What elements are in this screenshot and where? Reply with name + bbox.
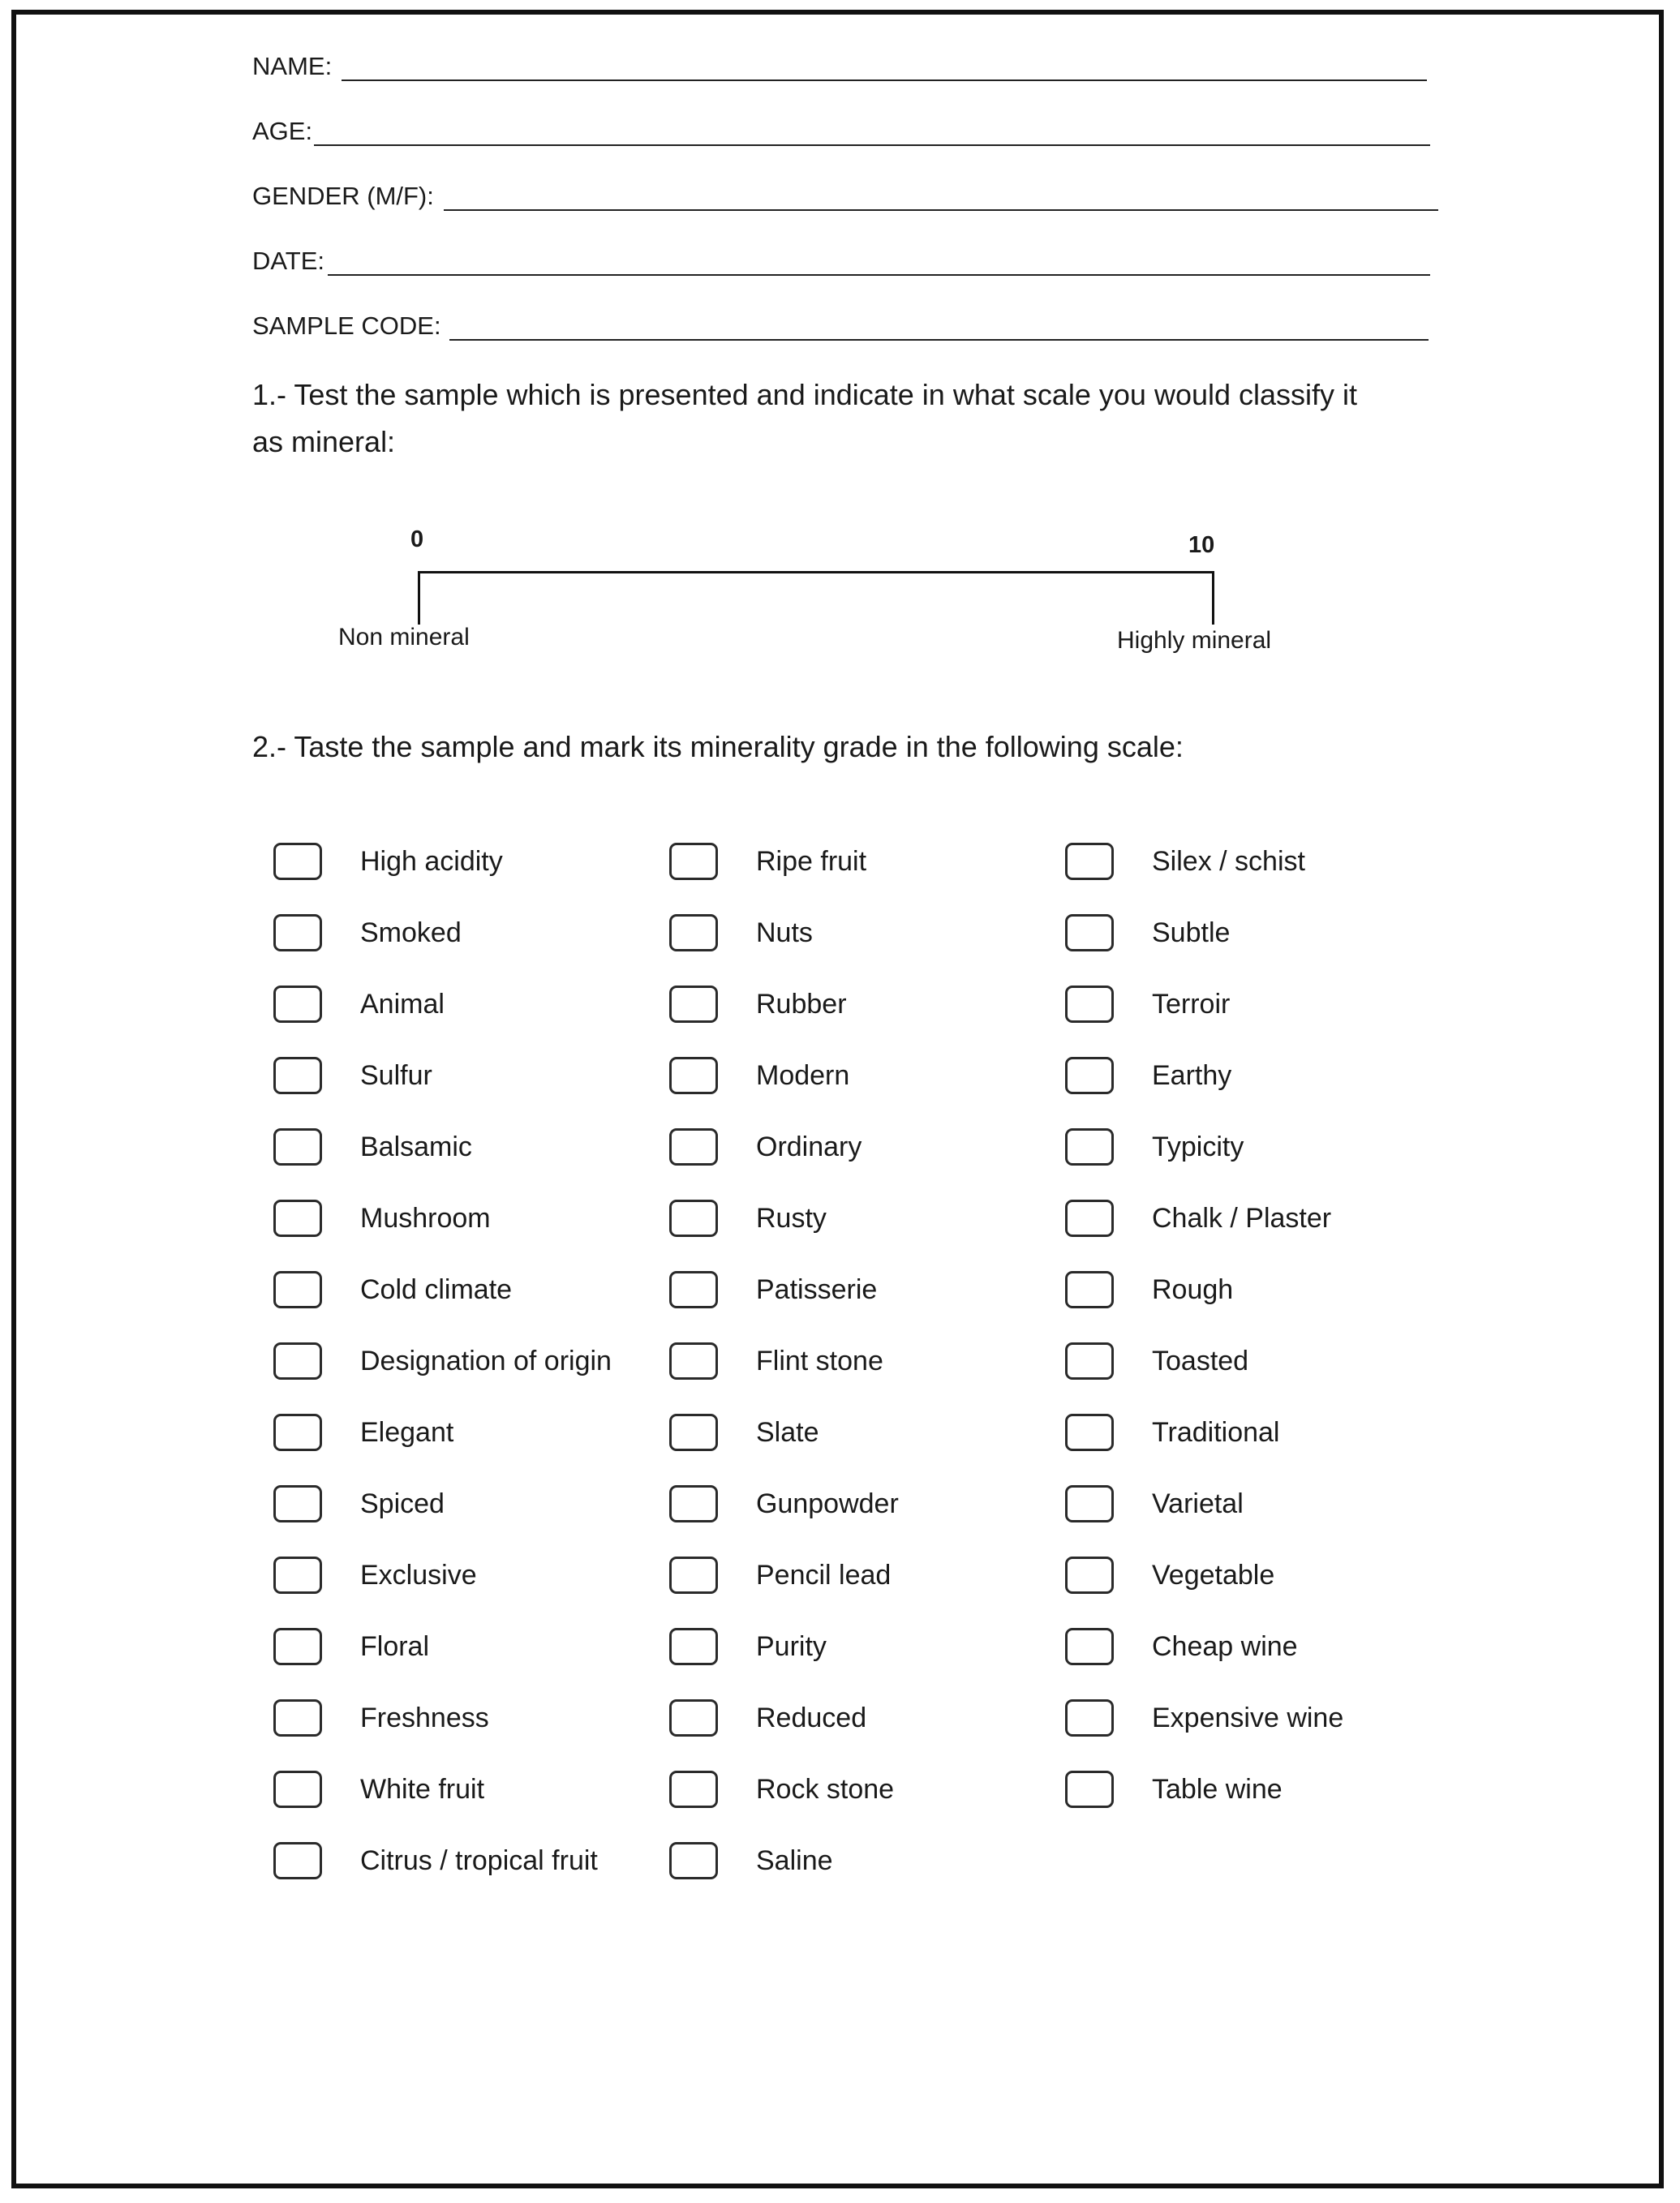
checkbox[interactable] xyxy=(273,1628,322,1665)
checklist-item[interactable] xyxy=(1065,1325,1454,1397)
checkbox[interactable] xyxy=(1065,1057,1114,1094)
question-2-text: 2.- Taste the sample and mark its minerality grade in the following scale: xyxy=(252,730,1184,763)
name-field-label: NAME: xyxy=(252,52,333,80)
checklist-item[interactable] xyxy=(669,1754,1059,1825)
checkbox[interactable] xyxy=(273,1342,322,1380)
checklist-item[interactable] xyxy=(669,1540,1059,1611)
checklist-item[interactable] xyxy=(669,1611,1059,1682)
checklist-item[interactable] xyxy=(273,1468,663,1540)
checklist-item-label: Cold climate xyxy=(360,1273,513,1305)
checklist-item-label: Elegant xyxy=(360,1416,454,1448)
checkbox[interactable] xyxy=(669,843,718,880)
question-2 xyxy=(252,724,1453,771)
checkbox[interactable] xyxy=(669,1842,718,1879)
checklist-item[interactable] xyxy=(1065,1754,1454,1825)
checklist-item-label: Sulfur xyxy=(360,1059,432,1091)
checklist-item[interactable] xyxy=(669,826,1059,897)
checkbox[interactable] xyxy=(669,1771,718,1808)
checklist-item[interactable] xyxy=(669,1397,1059,1468)
checklist-item-label: Floral xyxy=(360,1630,430,1662)
name-field[interactable] xyxy=(252,44,1429,89)
checklist-item[interactable] xyxy=(669,1325,1059,1397)
checklist-item-label: Exclusive xyxy=(360,1559,477,1591)
checklist-item-label: Balsamic xyxy=(360,1131,472,1162)
question-1-line-2: as mineral: xyxy=(252,425,396,458)
checklist-item-label: Rubber xyxy=(756,988,847,1020)
checkbox[interactable] xyxy=(273,1485,322,1522)
age-field-blank[interactable] xyxy=(314,144,1430,146)
checklist-item-label: Varietal xyxy=(1152,1488,1244,1519)
checklist-item-label: Silex / schist xyxy=(1152,845,1305,877)
checkbox[interactable] xyxy=(1065,1342,1114,1380)
checklist-item[interactable] xyxy=(1065,897,1454,968)
sample-code-field-label: SAMPLE CODE: xyxy=(252,311,441,340)
checklist-item-label: Citrus / tropical fruit xyxy=(360,1844,598,1876)
checklist-item-label: Earthy xyxy=(1152,1059,1232,1091)
checklist-item-label: Freshness xyxy=(360,1702,489,1733)
checklist-item[interactable] xyxy=(669,1682,1059,1754)
checklist-item-label: Rusty xyxy=(756,1202,827,1234)
checklist-item-label: Vegetable xyxy=(1152,1559,1275,1591)
checkbox[interactable] xyxy=(1065,1485,1114,1522)
checklist-item-label: Saline xyxy=(756,1844,833,1876)
checkbox[interactable] xyxy=(1065,843,1114,880)
checklist-item[interactable] xyxy=(1065,1540,1454,1611)
name-field-blank[interactable] xyxy=(342,79,1427,81)
checklist-item[interactable] xyxy=(669,1111,1059,1183)
checkbox[interactable] xyxy=(273,1771,322,1808)
age-field-label: AGE: xyxy=(252,117,313,145)
checkbox[interactable] xyxy=(669,1628,718,1665)
checklist-item[interactable] xyxy=(273,1825,663,1896)
checklist-item[interactable] xyxy=(273,826,663,897)
checklist-item-label: Rough xyxy=(1152,1273,1234,1305)
checklist-item-label: Modern xyxy=(756,1059,850,1091)
checklist-item-label: Pencil lead xyxy=(756,1559,892,1591)
date-field[interactable] xyxy=(252,238,1432,284)
checklist-item[interactable] xyxy=(1065,968,1454,1040)
checkbox[interactable] xyxy=(1065,1271,1114,1308)
checkbox[interactable] xyxy=(273,1057,322,1094)
checkbox[interactable] xyxy=(669,1485,718,1522)
checkbox[interactable] xyxy=(669,1557,718,1594)
checklist-item[interactable] xyxy=(273,968,663,1040)
checkbox[interactable] xyxy=(669,1414,718,1451)
checklist-item[interactable] xyxy=(1065,1468,1454,1540)
checklist-item-label: White fruit xyxy=(360,1773,485,1805)
checkbox[interactable] xyxy=(273,1414,322,1451)
checklist-item-label: Ripe fruit xyxy=(756,845,867,877)
checkbox[interactable] xyxy=(1065,1628,1114,1665)
checkbox[interactable] xyxy=(669,1271,718,1308)
gender-field[interactable] xyxy=(252,174,1440,219)
checkbox[interactable] xyxy=(669,1699,718,1737)
checkbox[interactable] xyxy=(669,1057,718,1094)
checklist-item-label: Rock stone xyxy=(756,1773,895,1805)
checklist-item[interactable] xyxy=(669,1183,1059,1254)
checklist-item[interactable] xyxy=(273,1254,663,1325)
checklist-item[interactable] xyxy=(669,968,1059,1040)
checklist-item-label: Expensive wine xyxy=(1152,1702,1344,1733)
checklist-item-label: Cheap wine xyxy=(1152,1630,1298,1662)
checkbox[interactable] xyxy=(273,1200,322,1237)
checklist-item[interactable] xyxy=(669,1825,1059,1896)
checkbox[interactable] xyxy=(1065,986,1114,1023)
checklist-item[interactable] xyxy=(273,1682,663,1754)
checkbox[interactable] xyxy=(273,1271,322,1308)
checkbox[interactable] xyxy=(273,1699,322,1737)
checklist-item[interactable] xyxy=(669,1254,1059,1325)
checklist-item-label: Designation of origin xyxy=(360,1345,612,1376)
descriptor-checklist xyxy=(273,826,1458,1880)
checklist-item[interactable] xyxy=(273,1540,663,1611)
checkbox[interactable] xyxy=(1065,1414,1114,1451)
minerality-scale[interactable] xyxy=(308,519,1347,665)
checklist-item[interactable] xyxy=(1065,1682,1454,1754)
checklist-item-label: Slate xyxy=(756,1416,819,1448)
checkbox[interactable] xyxy=(1065,1200,1114,1237)
checklist-item-label: Chalk / Plaster xyxy=(1152,1202,1332,1234)
checkbox[interactable] xyxy=(273,914,322,951)
checklist-item[interactable] xyxy=(669,1468,1059,1540)
checkbox[interactable] xyxy=(273,1557,322,1594)
checklist-column-3 xyxy=(1065,826,1454,1825)
checkbox[interactable] xyxy=(1065,914,1114,951)
age-field[interactable] xyxy=(252,109,1432,154)
scale-line[interactable] xyxy=(418,571,1214,625)
checklist-item[interactable] xyxy=(273,1183,663,1254)
scale-min-value: 0 xyxy=(410,526,424,552)
checklist-column-1 xyxy=(273,826,663,1896)
checklist-item-label: Reduced xyxy=(756,1702,867,1733)
checklist-item[interactable] xyxy=(669,1040,1059,1111)
checklist-item-label: Smoked xyxy=(360,917,462,948)
checklist-item-label: High acidity xyxy=(360,845,503,877)
checklist-item[interactable] xyxy=(669,897,1059,968)
sample-code-field[interactable] xyxy=(252,303,1430,349)
checkbox[interactable] xyxy=(273,1842,322,1879)
checkbox[interactable] xyxy=(1065,1128,1114,1166)
checklist-item-label: Terroir xyxy=(1152,988,1231,1020)
checkbox[interactable] xyxy=(1065,1771,1114,1808)
checkbox[interactable] xyxy=(669,1128,718,1166)
checklist-item[interactable] xyxy=(273,1754,663,1825)
checklist-item[interactable] xyxy=(273,1325,663,1397)
checklist-item-label: Purity xyxy=(756,1630,827,1662)
checklist-item[interactable] xyxy=(273,1040,663,1111)
scale-min-label: Non mineral xyxy=(338,624,470,651)
scale-max-label: Highly mineral xyxy=(1117,627,1272,654)
checkbox[interactable] xyxy=(273,1128,322,1166)
checklist-item-label: Spiced xyxy=(360,1488,445,1519)
checklist-item-label: Subtle xyxy=(1152,917,1231,948)
checklist-item-label: Nuts xyxy=(756,917,813,948)
checklist-item[interactable] xyxy=(1065,1611,1454,1682)
checklist-item-label: Ordinary xyxy=(756,1131,862,1162)
checklist-item[interactable] xyxy=(1065,826,1454,897)
sample-code-field-blank[interactable] xyxy=(449,339,1429,341)
question-1 xyxy=(252,371,1453,466)
checklist-item-label: Toasted xyxy=(1152,1345,1249,1376)
checklist-item[interactable] xyxy=(1065,1397,1454,1468)
checkbox[interactable] xyxy=(273,986,322,1023)
scale-max-value: 10 xyxy=(1188,532,1215,558)
question-1-line-1: 1.- Test the sample which is presented and indicate in what scale you would classify it xyxy=(252,378,1358,411)
checkbox[interactable] xyxy=(669,1342,718,1380)
date-field-label: DATE: xyxy=(252,247,324,275)
checkbox[interactable] xyxy=(669,986,718,1023)
checkbox[interactable] xyxy=(1065,1699,1114,1737)
checklist-item-label: Gunpowder xyxy=(756,1488,899,1519)
checkbox[interactable] xyxy=(1065,1557,1114,1594)
gender-field-blank[interactable] xyxy=(444,209,1438,211)
checklist-item-label: Typicity xyxy=(1152,1131,1244,1162)
checkbox[interactable] xyxy=(273,843,322,880)
checklist-item[interactable] xyxy=(273,897,663,968)
checklist-item[interactable] xyxy=(1065,1111,1454,1183)
checklist-item[interactable] xyxy=(1065,1183,1454,1254)
checklist-item[interactable] xyxy=(1065,1040,1454,1111)
checkbox[interactable] xyxy=(669,1200,718,1237)
checklist-item[interactable] xyxy=(273,1397,663,1468)
checklist-item[interactable] xyxy=(273,1611,663,1682)
checklist-column-2 xyxy=(669,826,1059,1896)
checklist-item-label: Table wine xyxy=(1152,1773,1283,1805)
checklist-item-label: Animal xyxy=(360,988,445,1020)
date-field-blank[interactable] xyxy=(328,274,1430,276)
checklist-item-label: Flint stone xyxy=(756,1345,883,1376)
checklist-item[interactable] xyxy=(1065,1254,1454,1325)
gender-field-label: GENDER (M/F): xyxy=(252,182,434,210)
checklist-item-label: Patisserie xyxy=(756,1273,878,1305)
checklist-item[interactable] xyxy=(273,1111,663,1183)
checkbox[interactable] xyxy=(669,914,718,951)
checklist-item-label: Traditional xyxy=(1152,1416,1280,1448)
checklist-item-label: Mushroom xyxy=(360,1202,491,1234)
